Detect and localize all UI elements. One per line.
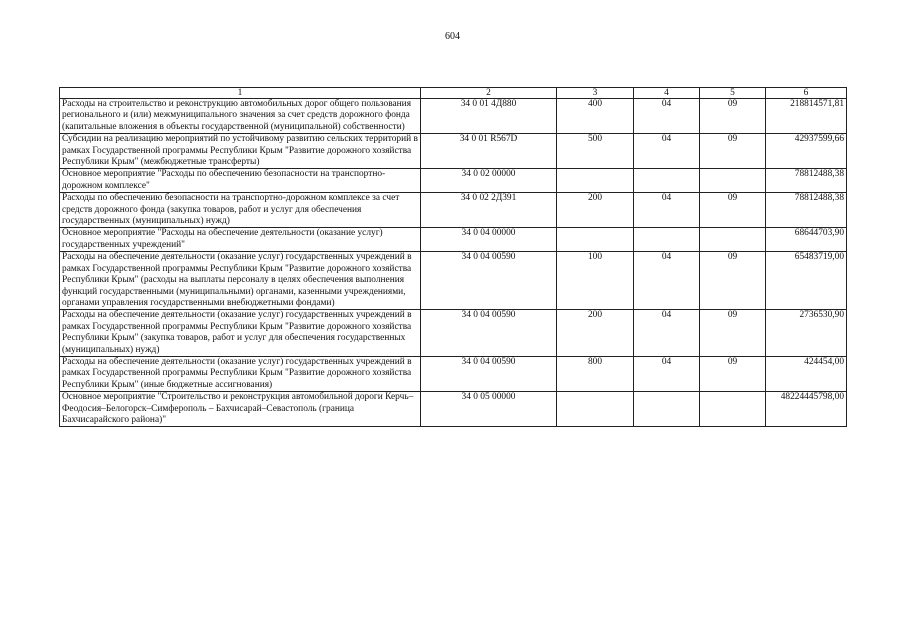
- table-row: [60, 169, 847, 193]
- header-col-1: 1: [60, 88, 421, 99]
- row-pr: [700, 392, 766, 427]
- header-col-2: 2: [421, 88, 557, 99]
- row-name: Основное мероприятие "Расходы на обеспечение деятельности (оказание услуг) государственных учреждений": [60, 228, 421, 252]
- row-vr: 200: [557, 193, 634, 228]
- row-amount: 42937599,66: [766, 134, 847, 169]
- row-pr: [700, 169, 766, 193]
- row-amount: 65483719,00: [766, 252, 847, 310]
- row-amount: 218814571,81: [766, 99, 847, 134]
- table-row: [60, 356, 847, 391]
- page-number: 604: [445, 31, 460, 42]
- row-code: 34 0 01 4Д880: [421, 99, 557, 134]
- header-col-4: 4: [634, 88, 700, 99]
- row-code: 34 0 05 00000: [421, 392, 557, 427]
- row-vr: 100: [557, 252, 634, 310]
- table-row: [60, 310, 847, 357]
- row-vr: 800: [557, 356, 634, 391]
- row-vr: [557, 392, 634, 427]
- row-amount: 424454,00: [766, 356, 847, 391]
- row-pr: 09: [700, 252, 766, 310]
- row-rz: 04: [634, 252, 700, 310]
- row-vr: 200: [557, 310, 634, 357]
- header-col-5: 5: [700, 88, 766, 99]
- row-name: Расходы на обеспечение деятельности (оказание услуг) государственных учреждений в рамках Государственной программы Республики Крым "Развитие дорожного хозяйства Республики Крым" (закупка товаров, работ и услуг для обеспечения государственных (муниципальных) нужд): [60, 310, 421, 357]
- table-row: [60, 228, 847, 252]
- table-row: [60, 134, 847, 169]
- row-rz: 04: [634, 193, 700, 228]
- row-name: Расходы по обеспечению безопасности на транспортно-дорожном комплексе за счет средств дорожного фонда (закупка товаров, работ и услуг для обеспечения государственных (муниципальных) нужд): [60, 193, 421, 228]
- row-rz: [634, 169, 700, 193]
- row-vr: 400: [557, 99, 634, 134]
- row-amount: 78812488,38: [766, 193, 847, 228]
- row-amount: 78812488,38: [766, 169, 847, 193]
- row-pr: 09: [700, 99, 766, 134]
- row-name: Основное мероприятие "Строительство и реконструкция автомобильной дороги Керчь–Феодосия–Белогорск–Симферополь – Бахчисарай–Севастополь (граница Бахчисарайского района)": [60, 392, 421, 427]
- table-row: [60, 193, 847, 228]
- table-row: [60, 392, 847, 427]
- row-rz: [634, 228, 700, 252]
- row-amount: 48224445798,00: [766, 392, 847, 427]
- row-name: Расходы на обеспечение деятельности (оказание услуг) государственных учреждений в рамках Государственной программы Республики Крым "Развитие дорожного хозяйства Республики Крым" (расходы на выплаты персоналу в целях обеспечения выполнения функций государственными (муниципальными) органами, казенными учреждениями, органами управления государственными внебюджетными фондами): [60, 252, 421, 310]
- row-name: Субсидии на реализацию мероприятий по устойчивому развитию сельских территорий в рамках Государственной программы Республики Крым "Развитие дорожного хозяйства Республики Крым" (межбюджетные трансферты): [60, 134, 421, 169]
- row-pr: [700, 228, 766, 252]
- row-pr: 09: [700, 356, 766, 391]
- row-name: Расходы на строительство и реконструкцию автомобильных дорог общего пользования регионального и (или) межмуниципального значения за счет средств дорожного фонда (капитальные вложения в объекты государственной (муниципальной) собственности): [60, 99, 421, 134]
- row-amount: 68644703,90: [766, 228, 847, 252]
- row-code: 34 0 04 00000: [421, 228, 557, 252]
- header-col-6: 6: [766, 88, 847, 99]
- row-pr: 09: [700, 134, 766, 169]
- row-vr: 500: [557, 134, 634, 169]
- row-vr: [557, 228, 634, 252]
- row-code: 34 0 04 00590: [421, 252, 557, 310]
- table-row: [60, 252, 847, 310]
- header-col-3: 3: [557, 88, 634, 99]
- row-vr: [557, 169, 634, 193]
- budget-table: [59, 87, 847, 427]
- row-pr: 09: [700, 193, 766, 228]
- row-rz: 04: [634, 99, 700, 134]
- row-code: 34 0 04 00590: [421, 310, 557, 357]
- row-name: Расходы на обеспечение деятельности (оказание услуг) государственных учреждений в рамках Государственной программы Республики Крым "Развитие дорожного хозяйства Республики Крым" (иные бюджетные ассигнования): [60, 356, 421, 391]
- row-name: Основное мероприятие "Расходы по обеспечению безопасности на транспортно-дорожном комплексе": [60, 169, 421, 193]
- row-code: 34 0 01 R567D: [421, 134, 557, 169]
- row-rz: [634, 392, 700, 427]
- row-rz: 04: [634, 356, 700, 391]
- row-code: 34 0 04 00590: [421, 356, 557, 391]
- table-row: [60, 99, 847, 134]
- row-amount: 2736530,90: [766, 310, 847, 357]
- row-code: 34 0 02 2Д391: [421, 193, 557, 228]
- row-rz: 04: [634, 310, 700, 357]
- row-pr: 09: [700, 310, 766, 357]
- row-rz: 04: [634, 134, 700, 169]
- table-header-row: [60, 88, 847, 99]
- row-code: 34 0 02 00000: [421, 169, 557, 193]
